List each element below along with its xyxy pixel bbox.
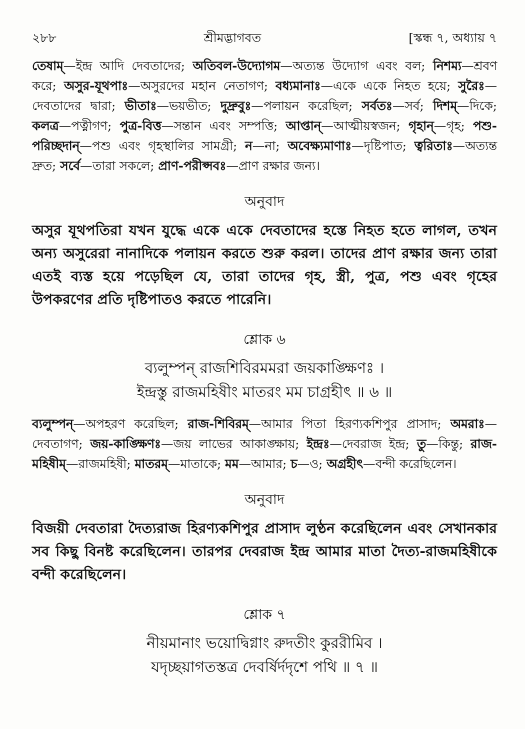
word-meaning: —দেবতাদের দ্বারা; bbox=[32, 79, 497, 113]
translation-verse-5: অসুর যূথপতিরা যখন যুদ্ধে একে একে দেবতাদের হস্তে নিহত হতে লাগল, তখন অন্য অসুরেরা নানাদিকে পলায়ন করতে শুরু করল। তাদের প্রাণ রক্ষার জন্য তারা এতই ব্যস্ত হয়ে পড়েছিল যে, তারা তাদের গৃহ, স্ত্রী, পুত্র, পশু এবং গৃহের উপকরণের প্রতি দৃষ্টিপাতও করতে পারেনি। bbox=[32, 223, 497, 308]
sanskrit-word: চ bbox=[290, 456, 298, 471]
word-meaning: —মাতাকে; bbox=[167, 457, 226, 471]
word-meaning: —সর্ব; bbox=[392, 99, 433, 113]
word-meaning: —ভয়ভীত; bbox=[156, 99, 221, 113]
sanskrit-word: ইন্দ্রঃ bbox=[306, 436, 330, 451]
sanskrit-word: অগ্রহীৎ bbox=[326, 456, 364, 471]
verse-line: যদৃচ্ছয়াগতস্তত্র দেবর্ষির্দদৃশে পথি ॥ ৭ ॥ bbox=[150, 658, 379, 676]
verse-line: নীয়মানাং ভয়োদ্বিগ্নাং রুদতীং কুররীমিব । bbox=[146, 634, 383, 652]
verse-heading: শ্লোক ৭ bbox=[243, 607, 286, 623]
sanskrit-word: মাতরম্ bbox=[134, 456, 168, 471]
word-meaning: —আত্মীয়স্বজন; bbox=[321, 119, 409, 133]
sanskrit-word: তু bbox=[416, 436, 427, 451]
book-title: শ্রীমদ্ভাগবত bbox=[203, 30, 262, 45]
sanskrit-word: দিশম্ bbox=[432, 98, 458, 113]
word-meaning: —ও; bbox=[297, 457, 327, 471]
sanskrit-word: সর্বে bbox=[60, 158, 81, 173]
word-meaning: —অপহরণ করেছিল; bbox=[73, 417, 188, 431]
translation-verse-6: বিজয়ী দেবতারা দৈত্যরাজ হিরণ্যকশিপুর প্রাসাদ লুণ্ঠন করেছিলেন এবং সেখানকার সব কিছু বিনষ্ট করেছিলেন। তারপর দেবরাজ ইন্দ্র আমার মাতা দৈত্য-রাজমহিষীকে বন্দী করেছিলেন। bbox=[32, 521, 497, 583]
verse-line: ইন্দ্রস্তু রাজমহিষীং মাতরং মম চাগ্রহীৎ ॥ ৬ ॥ bbox=[136, 383, 393, 401]
word-meaning: —অসুরদের মহান নেতাগণ; bbox=[128, 79, 276, 93]
sanskrit-word: ত্বরিতাঃ bbox=[414, 138, 453, 153]
sanskrit-word: ভীতাঃ bbox=[124, 98, 157, 113]
sanskrit-word: গৃহান্ bbox=[408, 118, 434, 133]
word-meaning: —পত্নীগণ; bbox=[58, 119, 120, 133]
sanskrit-word: অবেক্ষ্যমাণাঃ bbox=[287, 138, 352, 153]
word-meaning: —দেবতাগণ; bbox=[32, 417, 497, 451]
word-meaning: —একে একে নিহত হয়ে; bbox=[320, 79, 459, 93]
sanskrit-word: নিশম্য bbox=[432, 58, 462, 73]
sanskrit-word: রাজ-শিবিরম্ bbox=[187, 416, 249, 431]
word-meaning: —পলায়ন করেছিল; bbox=[251, 99, 362, 113]
word-meaning: —আমার পিতা হিরণ্যকশিপুর প্রাসাদ; bbox=[248, 417, 451, 431]
chapter-reference: [স্কন্ধ ৭, অধ্যায় ৭ bbox=[408, 30, 497, 45]
translation-title: অনুবাদ bbox=[244, 194, 285, 210]
sanskrit-word: সুরৈঃ bbox=[458, 78, 485, 93]
sanskrit-word: রাজ-মহিষীম্ bbox=[32, 436, 497, 471]
word-meanings-verse-5 bbox=[32, 56, 497, 176]
sanskrit-word: জয়-কাঙ্ক্ষিণঃ bbox=[90, 436, 161, 451]
sanskrit-word: প্রাণ-পরীপ্সবঃ bbox=[158, 158, 227, 173]
sanskrit-word: বধ্যমানাঃ bbox=[275, 78, 321, 93]
word-meaning: —প্রাণ রক্ষার জন্য। bbox=[226, 159, 320, 173]
word-meaning: —বন্দী করেছিলেন। bbox=[363, 457, 457, 471]
word-meaning: —পশু এবং গৃহস্থালির সামগ্রী; bbox=[79, 139, 246, 153]
word-meaning: —গৃহ; bbox=[433, 119, 473, 133]
word-meaning: —না; bbox=[252, 139, 288, 153]
sanskrit-word: পুত্র-বিত্ত bbox=[119, 118, 162, 133]
word-meaning: —শ্রবণ করে; bbox=[32, 59, 497, 93]
word-meaning: —অত্যন্ত উদ্যোগ এবং বল; bbox=[280, 59, 433, 73]
word-meaning: —দেবরাজ ইন্দ্র; bbox=[329, 437, 417, 451]
sanskrit-word: ব্যলুম্পন্ bbox=[32, 416, 74, 431]
sanskrit-word: পশু-পরিচ্ছদান্ bbox=[32, 118, 497, 153]
word-meaning: —রাজমহিষী; bbox=[65, 457, 135, 471]
word-meaning: —অত্যন্ত দ্রুত; bbox=[32, 139, 497, 173]
word-meaning: —কিন্তু; bbox=[426, 437, 471, 451]
verse-heading: শ্লোক ৬ bbox=[243, 332, 286, 348]
word-meaning: —ইন্দ্র আদি দেবতাদের; bbox=[63, 59, 193, 73]
sanskrit-word: দুদ্রুবুঃ bbox=[220, 98, 252, 113]
page-header bbox=[32, 30, 497, 52]
word-meaning: —সন্তান এবং সম্পত্তি; bbox=[161, 119, 286, 133]
word-meaning: —আমার; bbox=[238, 457, 291, 471]
sanskrit-word: কলত্র bbox=[32, 118, 59, 133]
word-meaning: —দৃষ্টিপাত; bbox=[351, 139, 415, 153]
word-meanings-verse-6 bbox=[32, 414, 497, 474]
sanskrit-word: সর্বতঃ bbox=[361, 98, 393, 113]
sanskrit-word: অতিবল-উদ্যোগম bbox=[192, 58, 281, 73]
sanskrit-word: অমরাঃ bbox=[450, 416, 485, 431]
sanskrit-word: অসুর-যূথপাঃ bbox=[63, 78, 129, 93]
sanskrit-word: ন bbox=[245, 138, 253, 153]
translation-title: অনুবাদ bbox=[244, 492, 285, 508]
sanskrit-word: তেষাম্ bbox=[32, 58, 64, 73]
word-meaning: —জয় লাভের আকাঙ্ক্ষায়; bbox=[160, 437, 307, 451]
sanskrit-word: মম bbox=[225, 456, 239, 471]
page-number: ২৮৮ bbox=[32, 30, 57, 45]
sanskrit-word: আপ্তান্ bbox=[285, 118, 322, 133]
word-meaning: —তারা সকলে; bbox=[80, 159, 159, 173]
verse-line: ব্যলুম্পন্ রাজশিবিরমমরা জয়কাঙ্ক্ষিণঃ । bbox=[144, 359, 385, 377]
word-meaning: —দিকে; bbox=[457, 99, 497, 113]
